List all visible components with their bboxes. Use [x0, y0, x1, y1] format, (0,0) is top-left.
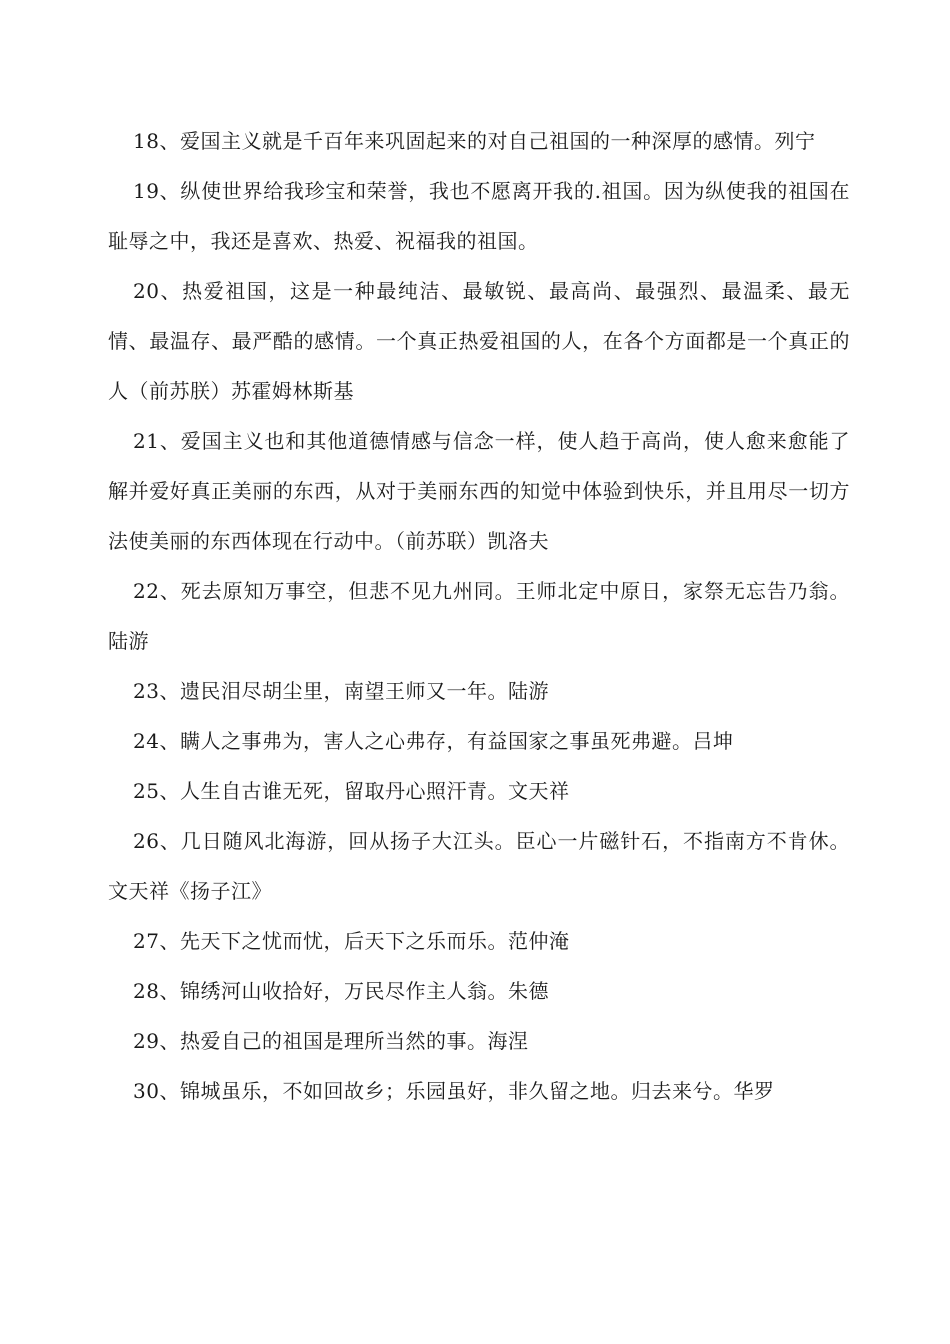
- quote-paragraph-27: 27、先天下之忧而忧，后天下之乐而乐。范仲淹: [133, 929, 570, 953]
- quote-paragraph-18: 18、爱国主义就是千百年来巩固起来的对自己祖国的一种深厚的感情。列宁: [133, 129, 816, 153]
- quote-paragraph-29: 29、热爱自己的祖国是理所当然的事。海涅: [133, 1029, 529, 1053]
- quote-paragraph-23: 23、遗民泪尽胡尘里，南望王师又一年。陆游: [133, 679, 549, 703]
- quote-paragraph-20: 20、热爱祖国，这是一种最纯洁、最敏锐、最高尚、最强烈、最温柔、最无情、最温存、最严酷的感情。一个真正热爱祖国的人，在各个方面都是一个真正的人（前苏朕）苏霍姆林斯基: [108, 279, 850, 403]
- quote-paragraph-19: 19、纵使世界给我珍宝和荣誉，我也不愿离开我的.祖国。因为纵使我的祖国在耻辱之中，我还是喜欢、热爱、祝福我的祖国。: [108, 179, 850, 253]
- quote-paragraph-24: 24、瞒人之事弗为，害人之心弗存，有益国家之事虽死弗避。吕坤: [133, 729, 734, 753]
- quote-paragraph-25: 25、人生自古谁无死，留取丹心照汗青。文天祥: [133, 779, 570, 803]
- quote-paragraph-28: 28、锦绣河山收拾好，万民尽作主人翁。朱德: [133, 979, 549, 1003]
- quote-paragraph-22: 22、死去原知万事空，但悲不见九州同。王师北定中原日，家祭无忘告乃翁。陆游: [108, 579, 850, 653]
- quote-paragraph-30: 30、锦城虽乐，不如回故乡；乐园虽好，非久留之地。归去来兮。华罗: [133, 1079, 775, 1103]
- quote-paragraph-21: 21、爱国主义也和其他道德情感与信念一样，使人趋于高尚，使人愈来愈能了解并爱好真正美丽的东西，从对于美丽东西的知觉中体验到快乐，并且用尽一切方法使美丽的东西体现在行动中。（前苏联）凯洛夫: [108, 429, 850, 553]
- quote-list: [108, 116, 850, 1116]
- quote-paragraph-26: 26、几日随风北海游，回从扬子大江头。臣心一片磁针石，不指南方不肯休。文天祥《扬子江》: [108, 829, 850, 903]
